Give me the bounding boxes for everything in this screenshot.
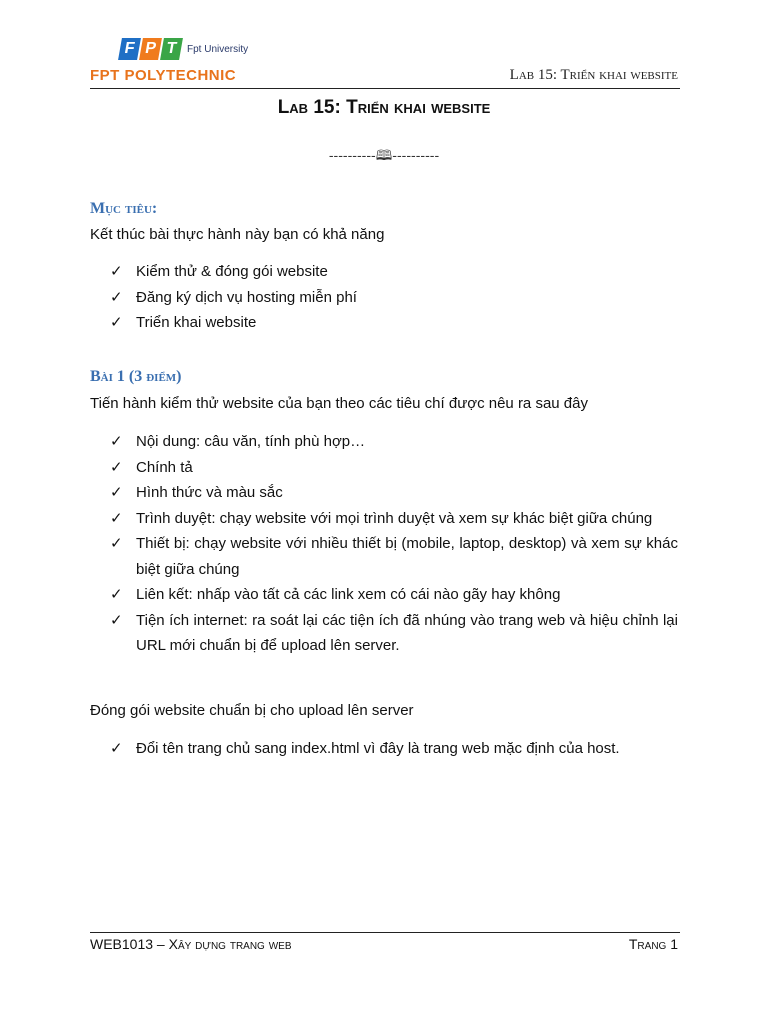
list-item bbox=[110, 582, 678, 608]
list-item-text: Kiểm thử & đóng gói website bbox=[136, 263, 328, 280]
list-item bbox=[110, 608, 678, 659]
footer-course bbox=[90, 936, 292, 952]
divider-right: ---------- bbox=[392, 149, 440, 164]
list-item bbox=[110, 506, 678, 532]
list-item bbox=[110, 480, 678, 506]
header-rule bbox=[90, 88, 680, 89]
list-item bbox=[110, 285, 678, 311]
footer-page-number: Trang 1 bbox=[628, 936, 678, 952]
title-divider bbox=[0, 145, 768, 169]
list-item-text: Đổi tên trang chủ sang index.html vì đây là trang web mặc định của host. bbox=[136, 740, 620, 757]
logo-university-text: Fpt University bbox=[187, 43, 249, 55]
footer-course-code: WEB1013 bbox=[90, 936, 154, 952]
footer-rule bbox=[90, 932, 680, 933]
exercise1-criteria-list bbox=[110, 429, 678, 659]
list-item bbox=[110, 531, 678, 582]
footer-course-name: – Xây dựng trang web bbox=[153, 936, 292, 952]
list-item-text: Đăng ký dịch vụ hosting miễn phí bbox=[136, 288, 357, 306]
packaging-intro: Đóng gói website chuẩn bị cho upload lên server bbox=[90, 702, 414, 719]
check-icon: ✓ bbox=[110, 263, 123, 280]
exercise1-intro: Tiến hành kiểm thử website của bạn theo các tiêu chí được nêu ra sau đây bbox=[90, 395, 588, 412]
list-item-text: Chính tả bbox=[136, 458, 193, 476]
check-icon: ✓ bbox=[110, 586, 123, 603]
school-name: FPT POLYTECHNIC bbox=[90, 67, 237, 84]
logo-letter-p: P bbox=[139, 38, 162, 60]
check-icon: ✓ bbox=[110, 458, 123, 476]
list-item-text: Triển khai website bbox=[136, 314, 257, 331]
exercise1-heading: Bài 1 (3 điểm) bbox=[90, 368, 182, 385]
check-icon: ✓ bbox=[110, 484, 123, 501]
list-item-text: Tiện ích internet: ra soát lại các tiện ích đã nhúng vào trang web và hiệu chỉnh lại URL mới chuẩn bị để upload lên server. bbox=[136, 611, 678, 654]
list-item bbox=[110, 429, 678, 455]
fpt-logo bbox=[120, 36, 248, 62]
list-item-text: Hình thức và màu sắc bbox=[136, 484, 283, 501]
packaging-list bbox=[110, 736, 678, 762]
check-icon: ✓ bbox=[110, 314, 123, 331]
check-icon: ✓ bbox=[110, 611, 123, 629]
book-icon: 🕮 bbox=[375, 148, 393, 164]
list-item bbox=[110, 736, 678, 762]
check-icon: ✓ bbox=[110, 509, 123, 527]
list-item bbox=[110, 259, 678, 285]
list-item bbox=[110, 455, 678, 481]
objectives-intro: Kết thúc bài thực hành này bạn có khả năng bbox=[90, 226, 385, 243]
divider-left: ---------- bbox=[328, 149, 376, 164]
list-item-text: Trình duyệt: chạy website với mọi trình duyệt và xem sự khác biệt giữa chúng bbox=[136, 509, 653, 527]
check-icon: ✓ bbox=[110, 288, 123, 306]
list-item-text: Nội dung: câu văn, tính phù hợp… bbox=[136, 433, 366, 450]
check-icon: ✓ bbox=[110, 433, 123, 450]
objectives-heading: Mục tiêu: bbox=[90, 200, 158, 217]
page-title: Lab 15: Triển khai website bbox=[277, 97, 491, 118]
logo-letter-t: T bbox=[160, 38, 183, 60]
check-icon: ✓ bbox=[110, 740, 123, 757]
list-item-text: Thiết bị: chạy website với nhiều thiết bị (mobile, laptop, desktop) và xem sự khác biệt giữa chúng bbox=[136, 535, 678, 578]
list-item bbox=[110, 310, 678, 336]
header-lab-label: Lab 15: Triển khai website bbox=[509, 67, 678, 83]
check-icon: ✓ bbox=[110, 535, 123, 552]
list-item-text: Liên kết: nhấp vào tất cả các link xem có cái nào gãy hay không bbox=[136, 586, 561, 603]
logo-letter-f: F bbox=[118, 38, 141, 60]
objectives-list bbox=[110, 259, 678, 336]
